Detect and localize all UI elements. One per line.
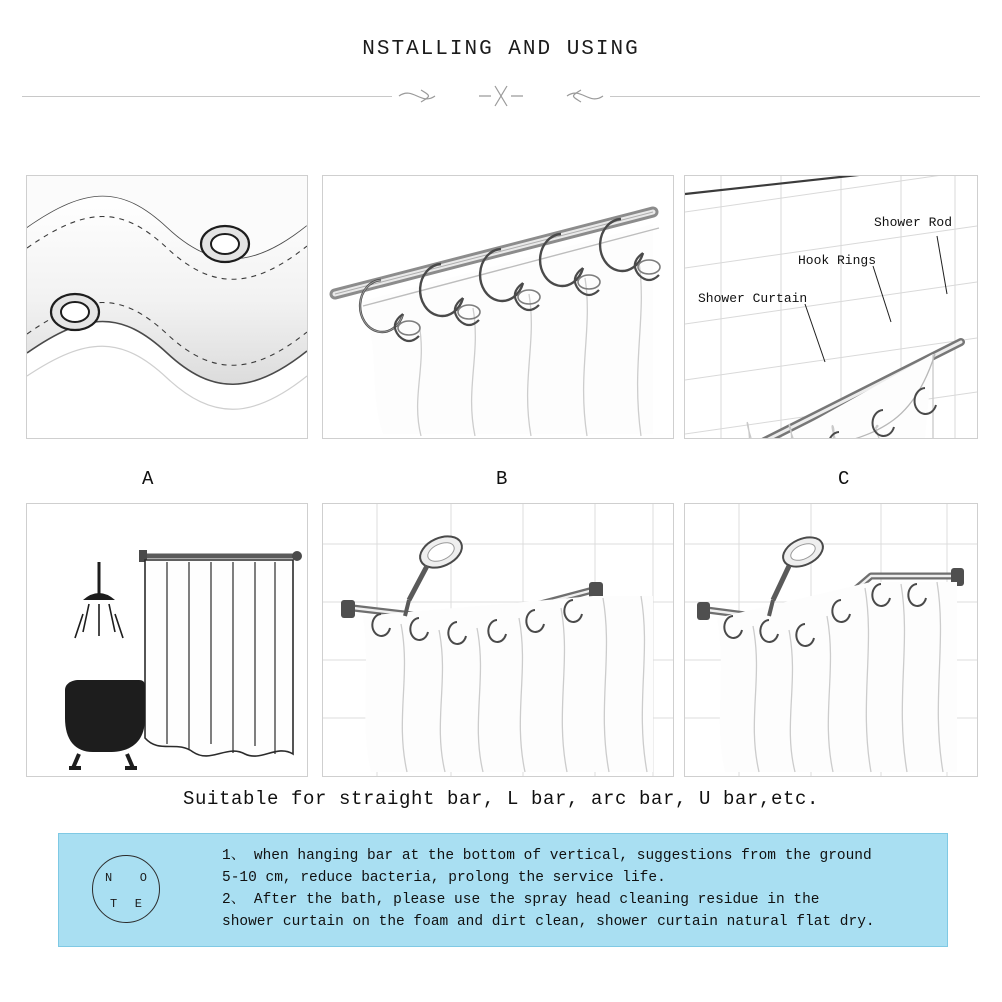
- note-badge-letter-n: N: [105, 871, 113, 885]
- note-line-2: 5-10 cm, reduce bacteria, prolong the service life.: [222, 870, 666, 886]
- callout-hook-rings: Hook Rings: [798, 253, 877, 268]
- note-badge-letter-t: T: [110, 897, 118, 911]
- panel-d-straight-bar: [26, 503, 308, 777]
- note-line-3: 2、 After the bath, please use the spray head cleaning residue in the: [222, 892, 820, 908]
- panel-a-label: A: [142, 468, 154, 490]
- note-badge: [92, 855, 160, 923]
- page-title: NSTALLING AND USING: [362, 38, 640, 61]
- grommet-icon: [51, 294, 99, 330]
- divider-ornament-icon: [391, 82, 611, 110]
- panel-a-grommet-detail: [26, 175, 308, 439]
- panel-b-label: B: [496, 468, 508, 490]
- panel-e-l-bar: [322, 503, 674, 777]
- callout-shower-rod: Shower Rod: [874, 215, 953, 230]
- divider-line-right: [610, 96, 980, 97]
- note-line-4: shower curtain on the foam and dirt clean, shower curtain natural flat dry.: [222, 914, 875, 930]
- suitable-bars-caption: Suitable for straight bar, L bar, arc bar, U bar,etc.: [182, 788, 820, 810]
- note-badge-letter-e: E: [134, 897, 142, 911]
- panel-b-hooks-on-rod: [322, 175, 674, 439]
- grommet-icon: [201, 226, 249, 262]
- panel-c-label: C: [838, 468, 850, 490]
- note-line-1: 1、 when hanging bar at the bottom of vertical, suggestions from the ground: [222, 848, 872, 864]
- note-badge-letter-o: O: [139, 871, 147, 885]
- callout-shower-curtain: Shower Curtain: [698, 291, 808, 306]
- note-text: [222, 845, 922, 933]
- divider-line-left: [22, 96, 392, 97]
- panel-f-u-bar: [684, 503, 978, 777]
- page-header: [0, 38, 1002, 61]
- note-badge-circle: [92, 855, 160, 923]
- header-divider: [0, 82, 1002, 112]
